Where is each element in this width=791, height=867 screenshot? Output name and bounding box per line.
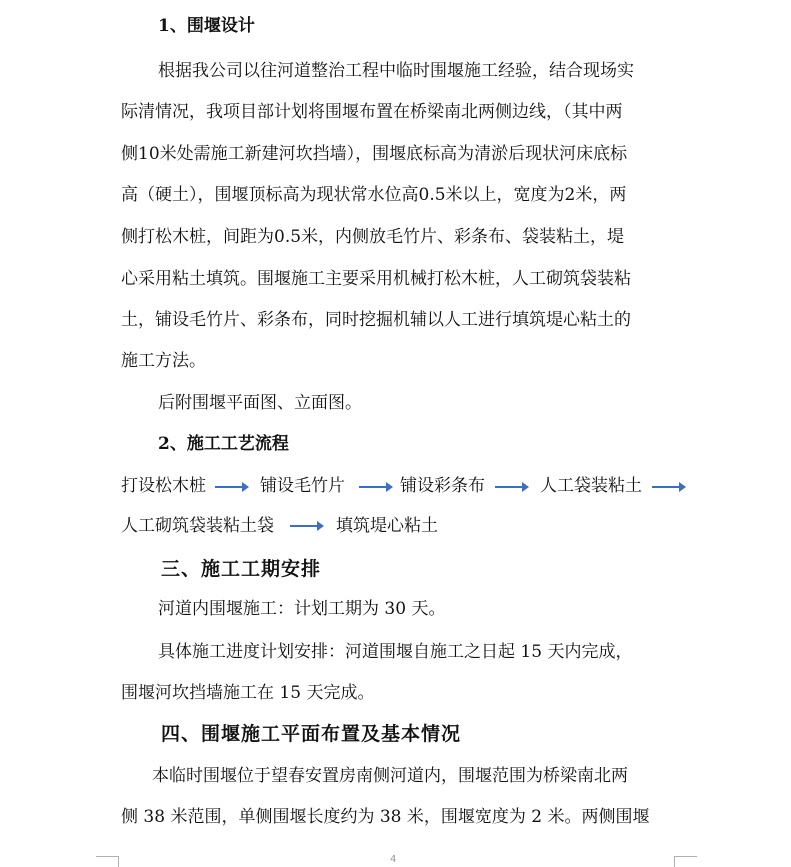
- section-2-heading: 2、施工工艺流程: [158, 434, 289, 454]
- schedule-line: 围堰河坎挡墙施工在 15 天完成。: [121, 683, 375, 703]
- flow-step: 铺设彩条布: [400, 476, 485, 496]
- paragraph-line: 土，铺设毛竹片、彩条布，同时挖掘机辅以人工进行填筑堤心粘土的: [121, 310, 631, 330]
- paragraph-line: 侧10米处需施工新建河坎挡墙），围堰底标高为清淤后现状河床底标: [121, 144, 628, 164]
- attachment-note: 后附围堰平面图、立面图。: [158, 393, 362, 413]
- layout-line: 侧 38 米范围，单侧围堰长度约为 38 米，围堰宽度为 2 米。两侧围堰: [121, 807, 650, 827]
- schedule-line: 具体施工进度计划安排：河道围堰自施工之日起 15 天内完成，: [158, 642, 633, 662]
- flow-step: 人工袋装粘土: [540, 476, 642, 496]
- page-corner-mark: [96, 856, 119, 867]
- schedule-line: 河道内围堰施工：计划工期为 30 天。: [158, 599, 446, 619]
- layout-line: 本临时围堰位于望春安置房南侧河道内，围堰范围为桥梁南北两: [152, 766, 628, 786]
- paragraph-line: 施工方法。: [121, 351, 206, 371]
- flow-arrow-icon: [359, 482, 393, 492]
- section-4-heading: 四、围堰施工平面布置及基本情况: [161, 723, 462, 745]
- flow-step: 填筑堤心粘土: [336, 516, 438, 536]
- paragraph-line: 心采用粘土填筑。围堰施工主要采用机械打松木桩，人工砌筑袋装粘: [121, 269, 631, 289]
- section-3-heading: 三、施工工期安排: [161, 558, 322, 580]
- paragraph-line: 高（硬土），围堰顶标高为现状常水位高0.5米以上，宽度为2米，两: [121, 185, 627, 205]
- section-1-heading: 1、围堰设计: [158, 16, 255, 36]
- flow-step: 人工砌筑袋装粘土袋: [121, 516, 274, 536]
- flow-arrow-icon: [215, 482, 249, 492]
- flow-arrow-icon: [652, 482, 686, 492]
- flow-arrow-icon: [495, 482, 529, 492]
- page-corner-mark: [674, 856, 697, 867]
- paragraph-line: 根据我公司以往河道整治工程中临时围堰施工经验，结合现场实: [158, 61, 634, 81]
- flow-step: 打设松木桩: [121, 476, 206, 496]
- paragraph-line: 侧打松木桩，间距为0.5米，内侧放毛竹片、彩条布、袋装粘土，堤: [121, 227, 625, 247]
- flow-step: 铺设毛竹片: [260, 476, 345, 496]
- page-number: 4: [390, 854, 397, 865]
- flow-arrow-icon: [290, 521, 324, 531]
- paragraph-line: 际清情况，我项目部计划将围堰布置在桥梁南北两侧边线，（其中两: [121, 102, 623, 122]
